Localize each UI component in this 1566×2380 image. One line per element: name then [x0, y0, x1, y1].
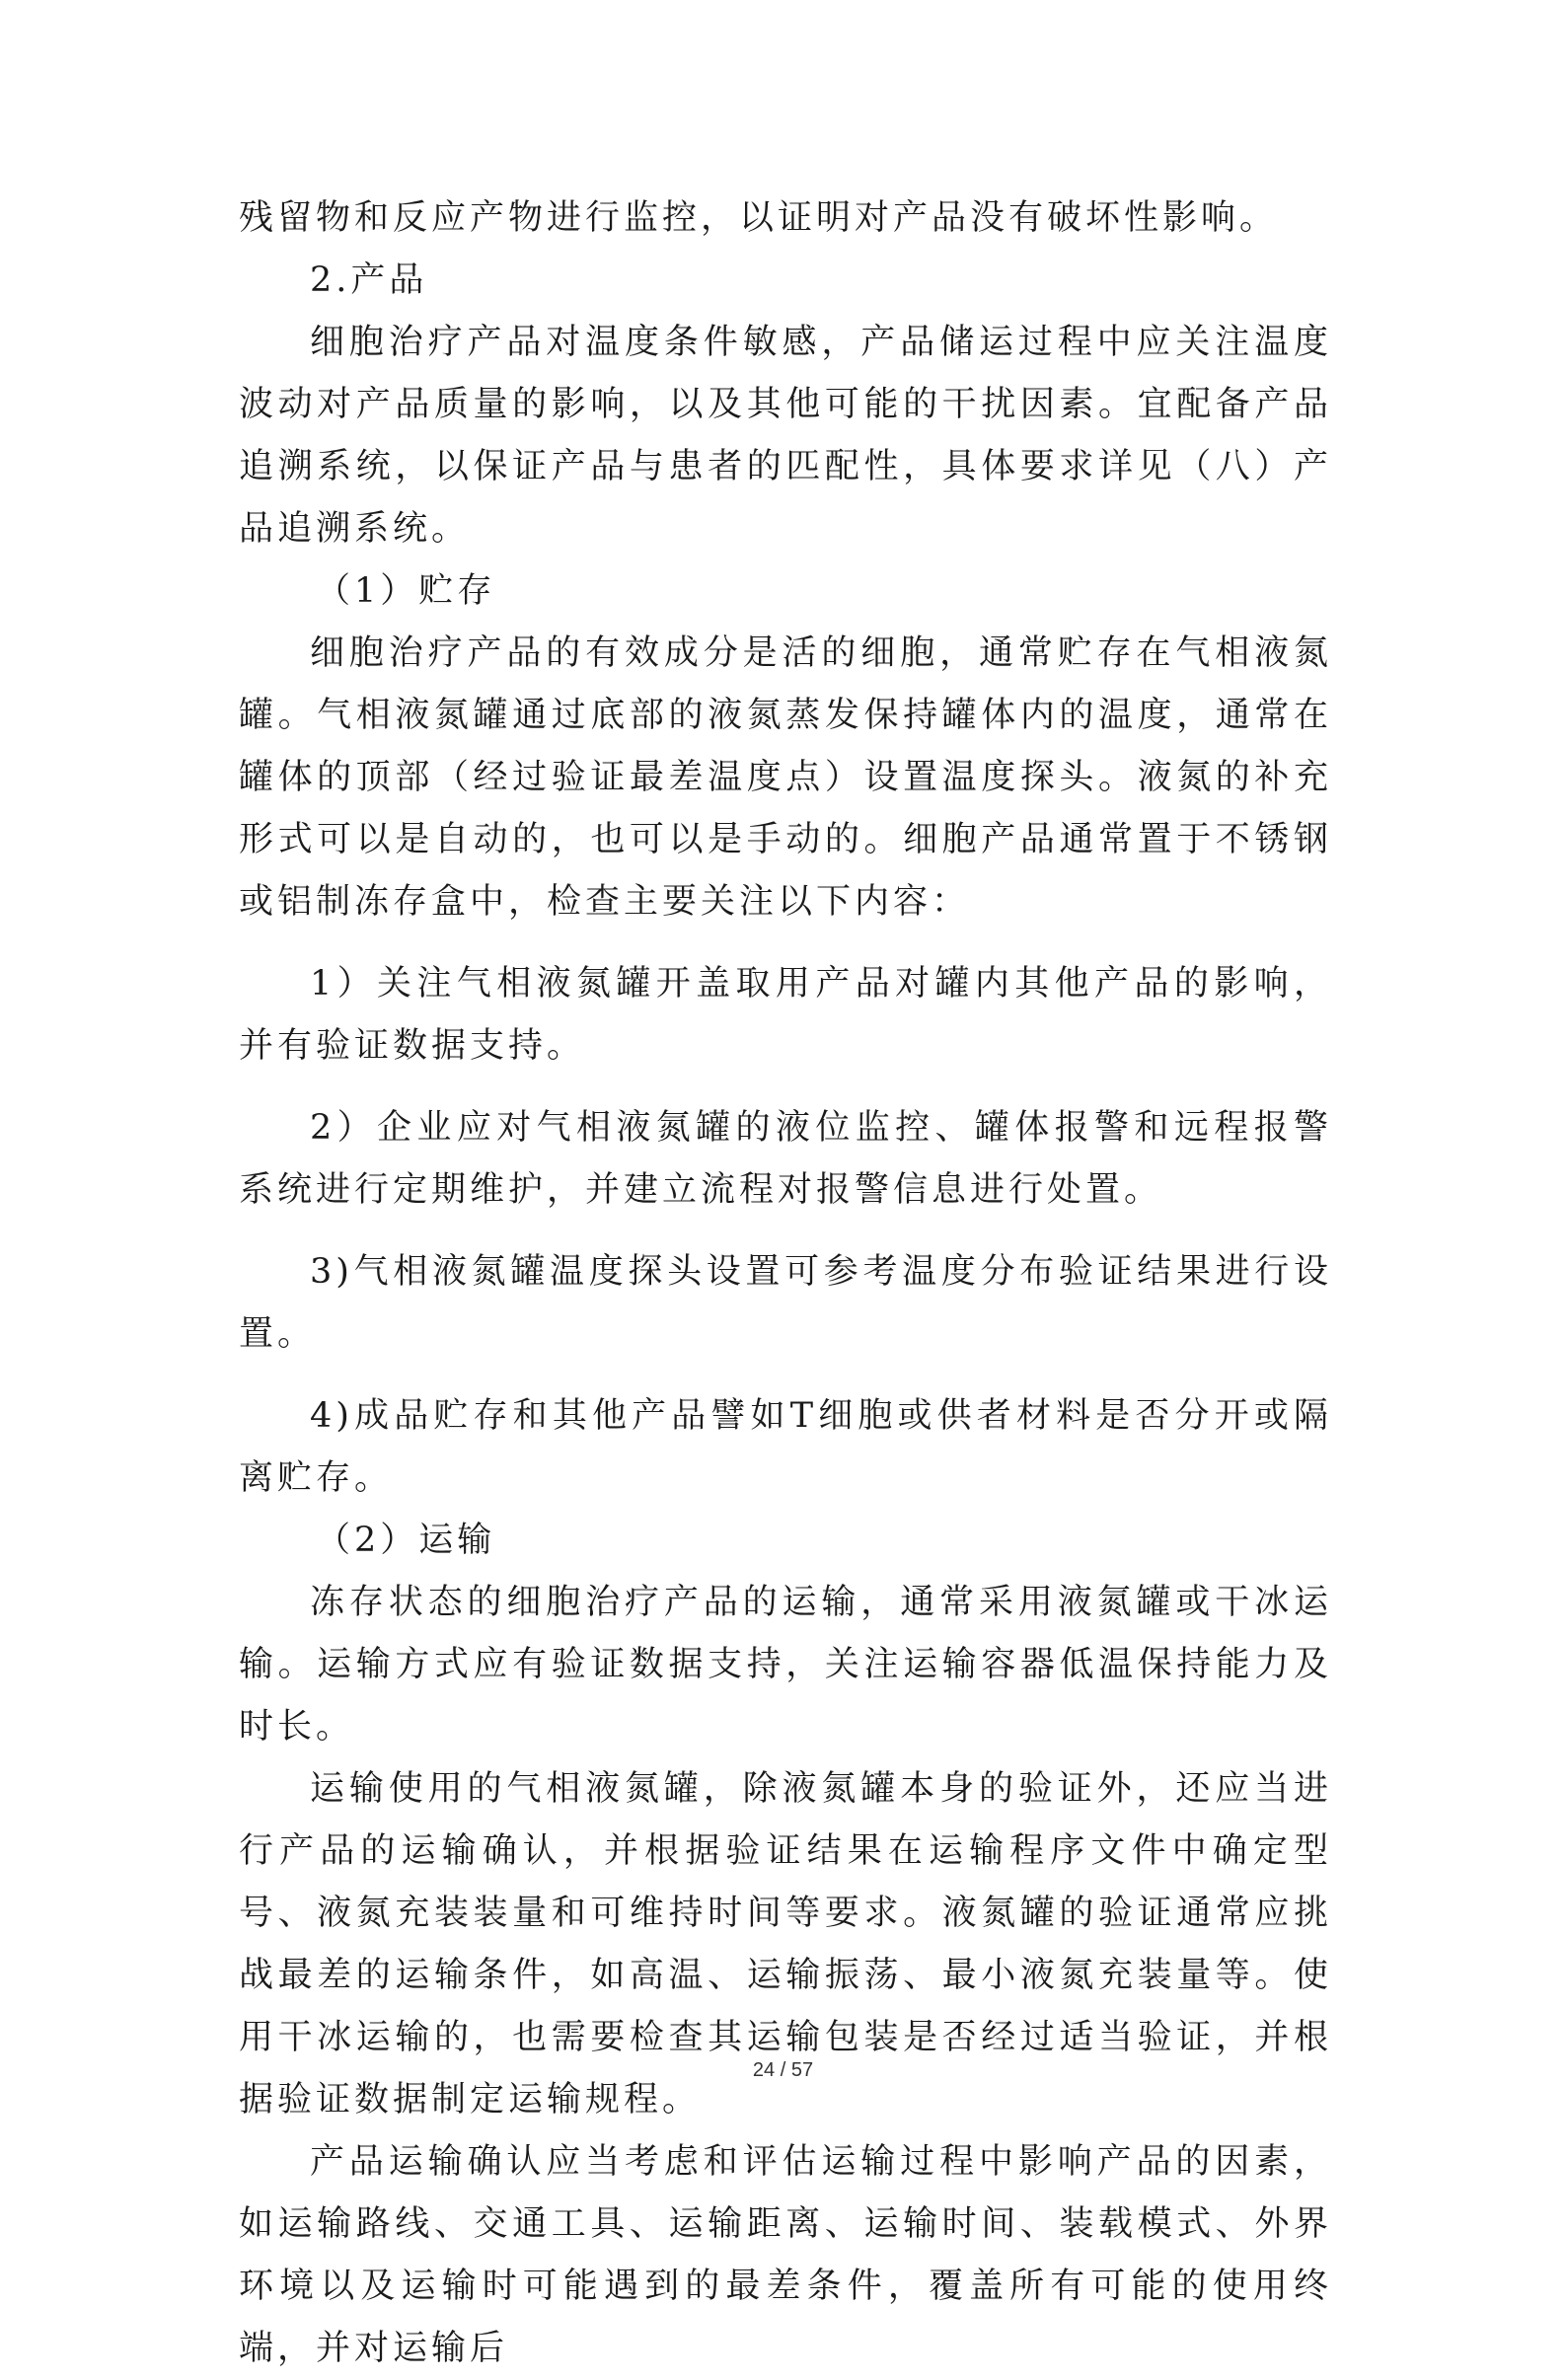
page-number: 24 / 57	[752, 2059, 814, 2081]
paragraph: 细胞治疗产品的有效成分是活的细胞，通常贮存在气相液氮罐。气相液氮罐通过底部的液氮蒸发保持罐体内的温度，通常在罐体的顶部（经过验证最差温度点）设置温度探头。液氮的补充形式可以是自动的，也可以是手动的。细胞产品通常置于不锈钢或铝制冻存盒中，检查主要关注以下内容：	[239, 633, 1332, 922]
list-item: 1）关注气相液氮罐开盖取用产品对罐内其他产品的影响，并有验证数据支持。	[239, 964, 1332, 1066]
subsection-heading: （1）贮存	[316, 571, 496, 611]
list-item: 3)气相液氮罐温度探头设置可参考温度分布验证结果进行设置。	[239, 1252, 1332, 1354]
paragraph: 冻存状态的细胞治疗产品的运输，通常采用液氮罐或干冰运输。运输方式应有验证数据支持，关注运输容器低温保持能力及时长。	[239, 1583, 1332, 1747]
list-item: 2）企业应对气相液氮罐的液位监控、罐体报警和远程报警系统进行定期维护，并建立流程对报警信息进行处置。	[239, 1108, 1332, 1210]
paragraph: 残留物和反应产物进行监控，以证明对产品没有破坏性影响。	[239, 198, 1279, 238]
paragraph: 产品运输确认应当考虑和评估运输过程中影响产品的因素，如运输路线、交通工具、运输距离、运输时间、装载模式、外界环境以及运输时可能遇到的最差条件，覆盖所有可能的使用终端，并对运输后	[239, 2142, 1332, 2368]
subsection-heading: （2）运输	[316, 1521, 496, 1560]
paragraph: 细胞治疗产品对温度条件敏感，产品储运过程中应关注温度波动对产品质量的影响，以及其他可能的干扰因素。宜配备产品追溯系统，以保证产品与患者的匹配性，具体要求详见（八）产品追溯系统。	[239, 323, 1332, 549]
document-body	[239, 187, 1332, 2380]
list-item: 4)成品贮存和其他产品譬如T细胞或供者材料是否分开或隔离贮存。	[239, 1396, 1332, 1498]
paragraph: 运输使用的气相液氮罐，除液氮罐本身的验证外，还应当进行产品的运输确认，并根据验证结果在运输程序文件中确定型号、液氮充装装量和可维持时间等要求。液氮罐的验证通常应挑战最差的运输条件，如高温、运输振荡、最小液氮充装量等。使用干冰运输的，也需要检查其运输包装是否经过适当验证，并根据验证数据制定运输规程。	[239, 1769, 1332, 2120]
section-heading: 2.产品	[310, 260, 428, 300]
